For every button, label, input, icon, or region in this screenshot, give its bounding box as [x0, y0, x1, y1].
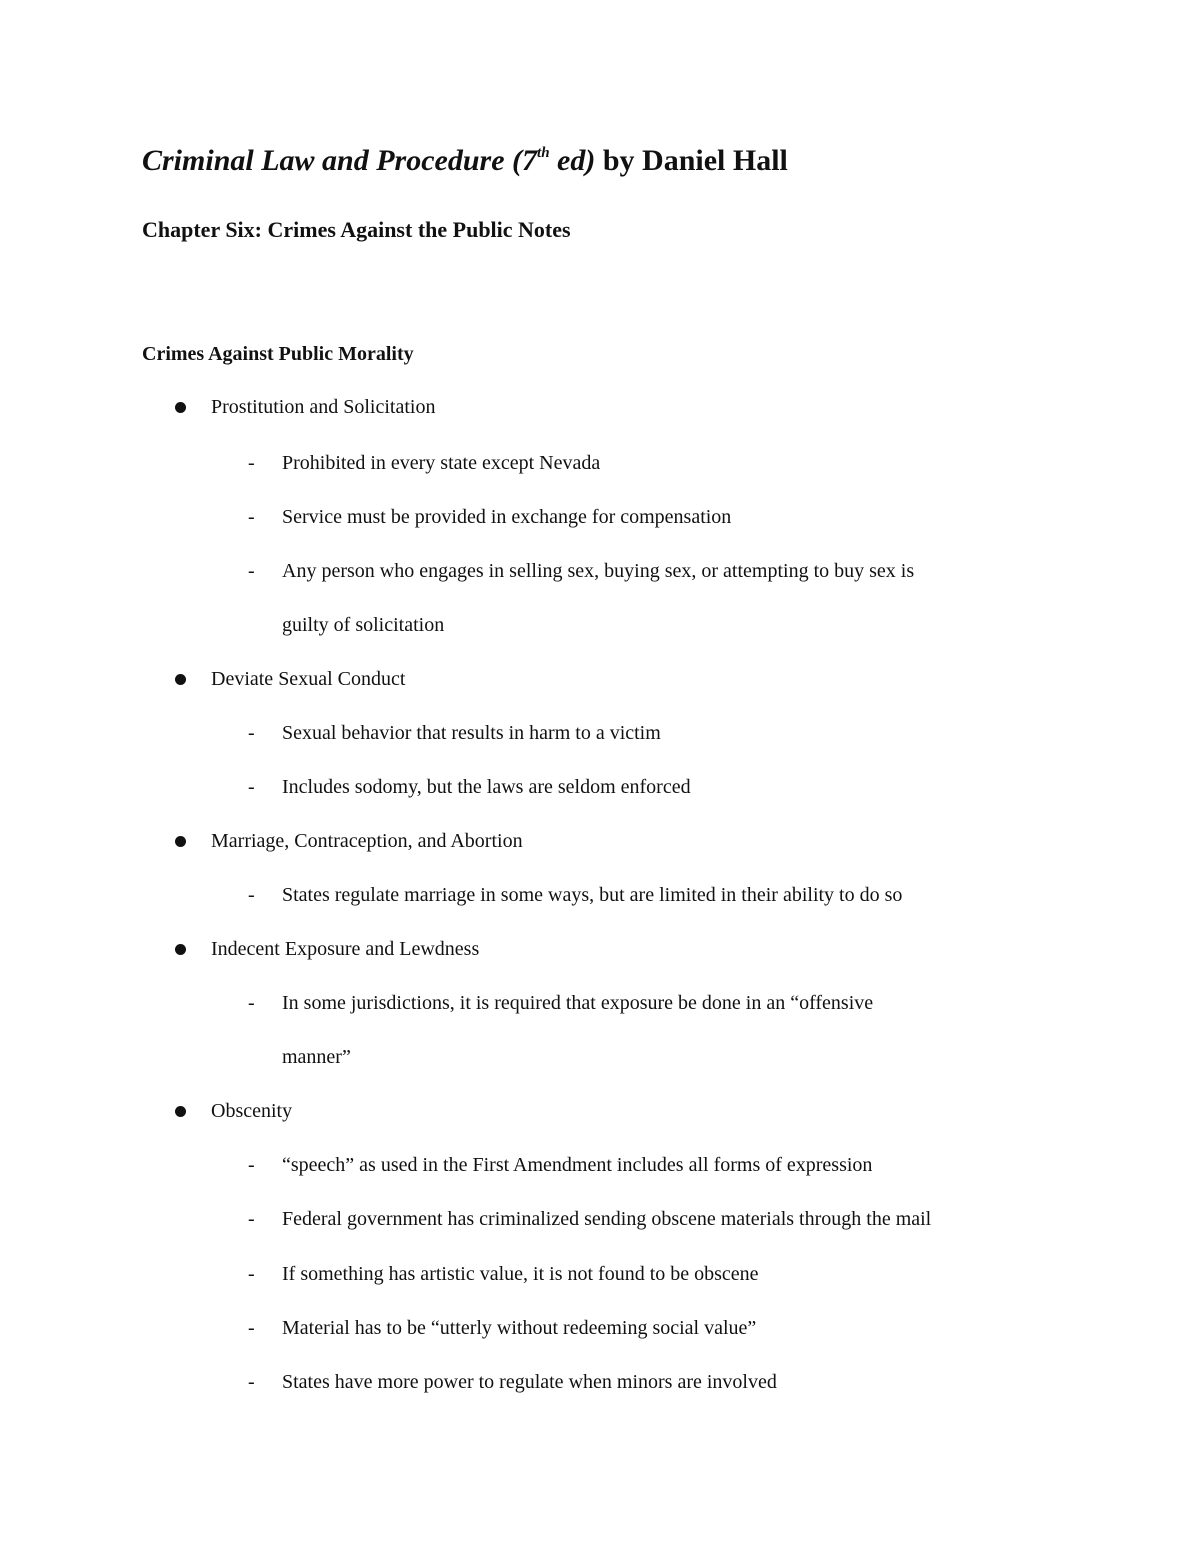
- bullet-icon: [175, 402, 186, 413]
- list-item: Prostitution and Solicitation: [211, 396, 436, 418]
- dash-marker: -: [248, 1263, 255, 1285]
- bullet-icon: [175, 944, 186, 955]
- sub-list-item: Includes sodomy, but the laws are seldom enforced: [282, 776, 691, 798]
- dash-marker: -: [248, 1317, 255, 1339]
- dash-marker: -: [248, 992, 255, 1014]
- chapter-heading: Chapter Six: Crimes Against the Public Notes: [142, 217, 571, 242]
- bullet-icon: [175, 836, 186, 847]
- dash-marker: -: [248, 1154, 255, 1176]
- dash-marker: -: [248, 452, 255, 474]
- sub-list-item: Any person who engages in selling sex, buying sex, or attempting to buy sex is: [282, 560, 915, 582]
- section-heading: Crimes Against Public Morality: [142, 343, 414, 365]
- sub-list-item: States have more power to regulate when minors are involved: [282, 1371, 777, 1393]
- title-italic-part-2: ed): [549, 144, 596, 177]
- sub-list-item: “speech” as used in the First Amendment includes all forms of expression: [282, 1154, 873, 1176]
- dash-marker: -: [248, 776, 255, 798]
- list-item: Deviate Sexual Conduct: [211, 668, 406, 690]
- bullet-icon: [175, 1106, 186, 1117]
- title-italic-part: Criminal Law and Procedure (7: [142, 144, 538, 177]
- dash-marker: -: [248, 884, 255, 906]
- dash-marker: -: [248, 1371, 255, 1393]
- sub-list-item: Material has to be “utterly without redeeming social value”: [282, 1317, 757, 1339]
- list-item: Indecent Exposure and Lewdness: [211, 938, 480, 960]
- title-superscript: th: [537, 145, 550, 161]
- title-author: by Daniel Hall: [595, 144, 788, 177]
- sub-list-item: States regulate marriage in some ways, but are limited in their ability to do so: [282, 884, 903, 906]
- sub-list-item: If something has artistic value, it is not found to be obscene: [282, 1263, 759, 1285]
- sub-list-item: Federal government has criminalized sending obscene materials through the mail: [282, 1208, 932, 1230]
- bullet-icon: [175, 674, 186, 685]
- dash-marker: -: [248, 1208, 255, 1230]
- list-item: Marriage, Contraception, and Abortion: [211, 830, 523, 852]
- dash-marker: -: [248, 560, 255, 582]
- document-title: [142, 141, 788, 181]
- dash-marker: -: [248, 506, 255, 528]
- sub-list-item-continuation: manner”: [282, 1046, 351, 1068]
- dash-marker: -: [248, 722, 255, 744]
- sub-list-item: Service must be provided in exchange for compensation: [282, 506, 732, 528]
- sub-list-item: Prohibited in every state except Nevada: [282, 452, 601, 474]
- list-item: Obscenity: [211, 1100, 293, 1122]
- sub-list-item-continuation: guilty of solicitation: [282, 614, 445, 636]
- sub-list-item: Sexual behavior that results in harm to a victim: [282, 722, 661, 744]
- sub-list-item: In some jurisdictions, it is required that exposure be done in an “offensive: [282, 992, 874, 1014]
